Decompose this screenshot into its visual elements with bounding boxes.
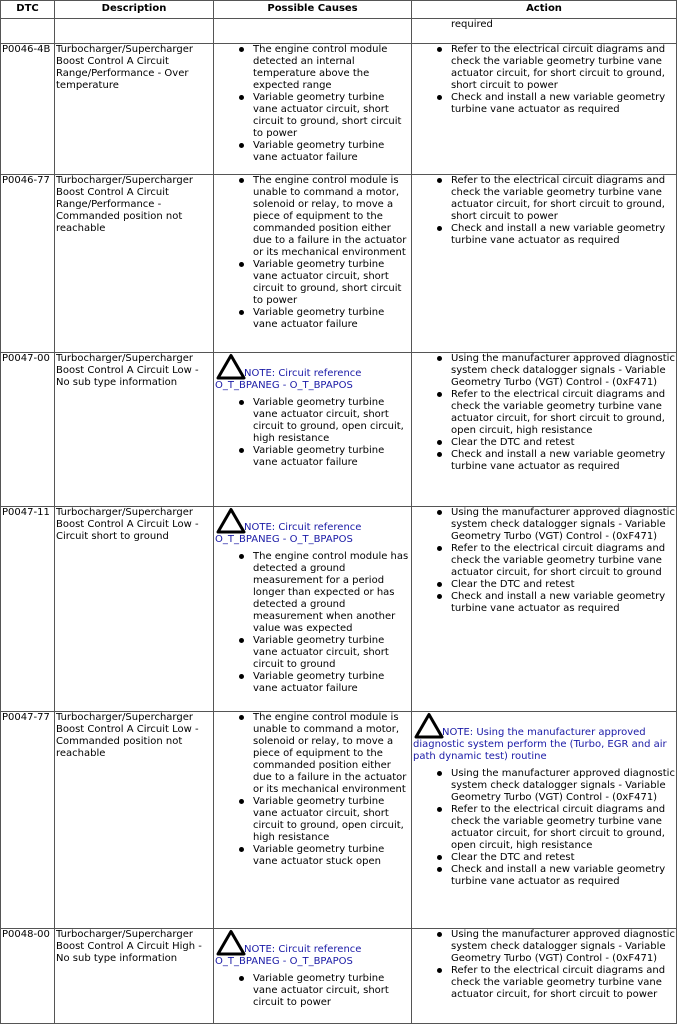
table-row xyxy=(1,44,677,175)
continuation-dtc-cell xyxy=(1,19,55,44)
action-cell xyxy=(412,929,677,1024)
dtc-description: Turbocharger/Supercharger Boost Control A Circuit Low - Commanded position not reachable xyxy=(55,712,214,929)
dtc-code: P0046-77 xyxy=(1,175,55,353)
continuation-row xyxy=(1,19,677,44)
cause-item: The engine control module detected an internal temperature above the expected range xyxy=(253,44,410,92)
action-item: Refer to the electrical circuit diagrams and check the variable geometry turbine vane actuator circuit, for short circuit to ground, open circuit, high resistance xyxy=(451,389,675,437)
header-action: Action xyxy=(412,1,677,19)
cause-item-list xyxy=(215,175,410,331)
note-block xyxy=(215,353,410,392)
header-possible-causes: Possible Causes xyxy=(214,1,412,19)
possible-causes-cell xyxy=(214,507,412,712)
dtc-description: Turbocharger/Supercharger Boost Control A Circuit Range/Performance - Over temperature xyxy=(55,44,214,175)
cause-item-list xyxy=(215,712,410,868)
note-text: NOTE: Circuit reference xyxy=(244,522,362,533)
cause-item: The engine control module is unable to command a motor, solenoid or relay, to move a piece of equipment to the commanded position either due to a failure in the actuator or its mechanical environment xyxy=(253,175,410,259)
note-reference: O_T_BPANEG - O_T_BPAPOS xyxy=(215,956,353,967)
action-item-list xyxy=(413,768,675,888)
action-cell xyxy=(412,353,677,507)
table-row xyxy=(1,353,677,507)
action-item: Check and install a new variable geometry turbine vane actuator as required xyxy=(451,864,675,888)
note-block xyxy=(215,929,410,968)
continued-action-text: required xyxy=(451,19,493,30)
action-item: Refer to the electrical circuit diagrams and check the variable geometry turbine vane actuator circuit, for short circuit to power xyxy=(451,965,675,1001)
warning-triangle-icon xyxy=(414,712,444,739)
possible-causes-cell xyxy=(214,929,412,1024)
possible-causes-cell xyxy=(214,712,412,929)
dtc-code: P0048-00 xyxy=(1,929,55,1024)
cause-item: Variable geometry turbine vane actuator circuit, short circuit to ground, short circuit to power xyxy=(253,92,410,140)
cause-item-list xyxy=(215,44,410,164)
header-description: Description xyxy=(55,1,214,19)
warning-triangle-icon xyxy=(216,929,246,956)
possible-causes-cell xyxy=(214,353,412,507)
table-row xyxy=(1,712,677,929)
action-item: Check and install a new variable geometry turbine vane actuator as required xyxy=(451,449,675,473)
table-body xyxy=(1,19,677,1024)
action-item: Refer to the electrical circuit diagrams and check the variable geometry turbine vane actuator circuit, for short circuit to ground, open circuit, high resistance xyxy=(451,804,675,852)
action-cell xyxy=(412,175,677,353)
note-reference: diagnostic system perform the (Turbo, EGR and air path dynamic test) routine xyxy=(413,739,667,762)
action-item: Using the manufacturer approved diagnostic system check datalogger signals - Variable Geometry Turbo (VGT) Control - (0xF471) xyxy=(451,768,675,803)
cause-item: Variable geometry turbine vane actuator circuit, short circuit to ground xyxy=(253,635,410,671)
action-item: Check and install a new variable geometry turbine vane actuator as required xyxy=(451,92,675,116)
action-item-list xyxy=(413,929,675,1001)
dtc-description: Turbocharger/Supercharger Boost Control A Circuit High - No sub type information xyxy=(55,929,214,1024)
action-item: Check and install a new variable geometry turbine vane actuator as required xyxy=(451,223,675,247)
dtc-description: Turbocharger/Supercharger Boost Control A Circuit Low - Circuit short to ground xyxy=(55,507,214,712)
action-item: Clear the DTC and retest xyxy=(451,852,675,864)
possible-causes-cell xyxy=(214,44,412,175)
cause-item: Variable geometry turbine vane actuator failure xyxy=(253,445,410,469)
dtc-code: P0047-00 xyxy=(1,353,55,507)
dtc-description: Turbocharger/Supercharger Boost Control A Circuit Range/Performance - Commanded position not reachable xyxy=(55,175,214,353)
dtc-code: P0047-77 xyxy=(1,712,55,929)
action-item: Refer to the electrical circuit diagrams and check the variable geometry turbine vane actuator circuit, for short circuit to ground xyxy=(451,543,675,579)
note-reference: O_T_BPANEG - O_T_BPAPOS xyxy=(215,380,353,391)
cause-item: Variable geometry turbine vane actuator failure xyxy=(253,307,410,331)
action-item-list xyxy=(413,353,675,473)
action-item: Refer to the electrical circuit diagrams and check the variable geometry turbine vane actuator circuit, for short circuit to ground, short circuit to power xyxy=(451,175,675,223)
cause-item: Variable geometry turbine vane actuator circuit, short circuit to power xyxy=(253,973,410,1009)
dtc-code: P0047-11 xyxy=(1,507,55,712)
cause-item: Variable geometry turbine vane actuator circuit, short circuit to ground, open circuit, high resistance xyxy=(253,796,410,844)
table-row xyxy=(1,507,677,712)
action-item: Using the manufacturer approved diagnostic system check datalogger signals - Variable Geometry Turbo (VGT) Control - (0xF471) xyxy=(451,929,675,964)
action-item-list xyxy=(413,44,675,116)
warning-triangle-icon xyxy=(216,507,246,534)
possible-causes-cell xyxy=(214,175,412,353)
action-item: Using the manufacturer approved diagnostic system check datalogger signals - Variable Geometry Turbo (VGT) Control - (0xF471) xyxy=(451,507,675,542)
cause-item-list xyxy=(215,397,410,469)
dtc-code: P0046-4B xyxy=(1,44,55,175)
continuation-description-cell xyxy=(55,19,214,44)
table-row xyxy=(1,175,677,353)
cause-item-list xyxy=(215,551,410,695)
note-reference: O_T_BPANEG - O_T_BPAPOS xyxy=(215,534,353,545)
action-cell xyxy=(412,507,677,712)
cause-item: Variable geometry turbine vane actuator circuit, short circuit to ground, short circuit to power xyxy=(253,259,410,307)
action-item: Refer to the electrical circuit diagrams and check the variable geometry turbine vane actuator circuit, for short circuit to ground, short circuit to power xyxy=(451,44,675,92)
note-text: NOTE: Circuit reference xyxy=(244,368,362,379)
cause-item-list xyxy=(215,973,410,1009)
note-text: NOTE: Circuit reference xyxy=(244,944,362,955)
note-block xyxy=(413,712,675,763)
table-header-row xyxy=(1,1,677,19)
dtc-description: Turbocharger/Supercharger Boost Control A Circuit Low - No sub type information xyxy=(55,353,214,507)
cause-item: The engine control module has detected a ground measurement for a period longer than expected or has detected a ground measurement when another value was expected xyxy=(253,551,409,634)
note-block xyxy=(215,507,410,546)
header-dtc: DTC xyxy=(1,1,55,19)
action-item-list xyxy=(413,507,675,615)
note-text: NOTE: Using the manufacturer approved xyxy=(442,727,646,738)
action-item: Check and install a new variable geometry turbine vane actuator as required xyxy=(451,591,675,615)
action-item: Clear the DTC and retest xyxy=(451,579,675,591)
warning-triangle-icon xyxy=(216,353,246,380)
action-cell xyxy=(412,44,677,175)
action-cell xyxy=(412,712,677,929)
cause-item: The engine control module is unable to command a motor, solenoid or relay, to move a piece of equipment to the commanded position either due to a failure in the actuator or its mechanical environment xyxy=(253,712,410,796)
cause-item: Variable geometry turbine vane actuator failure xyxy=(253,671,410,695)
cause-item: Variable geometry turbine vane actuator stuck open xyxy=(253,844,410,868)
table-row xyxy=(1,929,677,1024)
action-item: Clear the DTC and retest xyxy=(451,437,675,449)
action-item-list xyxy=(413,175,675,247)
continuation-action-cell xyxy=(412,19,677,44)
continuation-causes-cell xyxy=(214,19,412,44)
cause-item: Variable geometry turbine vane actuator circuit, short circuit to ground, open circuit, high resistance xyxy=(253,397,410,445)
cause-item: Variable geometry turbine vane actuator failure xyxy=(253,140,410,164)
action-item: Using the manufacturer approved diagnostic system check datalogger signals - Variable Geometry Turbo (VGT) Control - (0xF471) xyxy=(451,353,675,388)
